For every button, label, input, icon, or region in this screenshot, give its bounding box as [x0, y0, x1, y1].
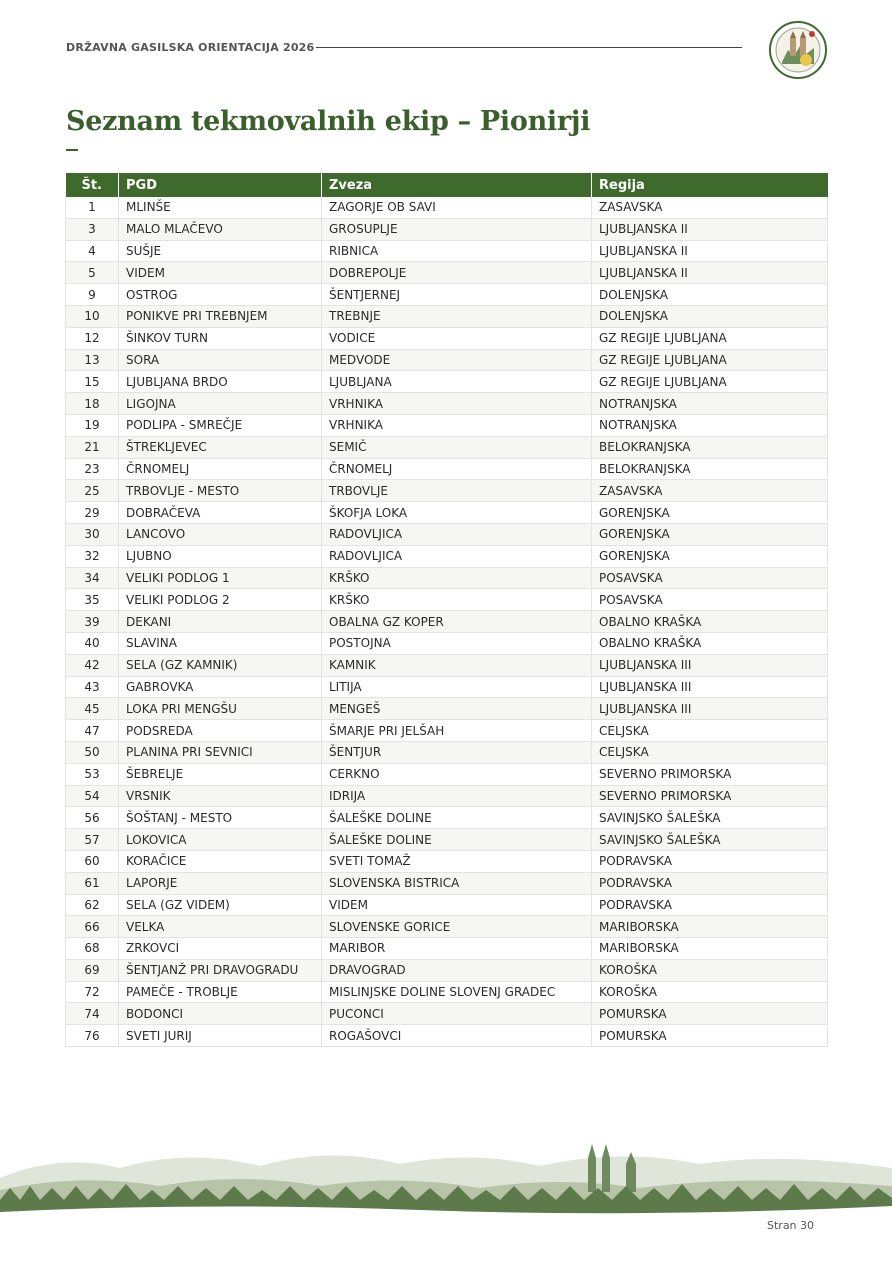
table-row [66, 785, 828, 807]
cell-zveza: VODICE [322, 327, 592, 349]
table-row [66, 327, 828, 349]
cell-zveza: KRŠKO [322, 589, 592, 611]
table-row [66, 502, 828, 524]
cell-pgd: KORAČICE [119, 850, 322, 872]
cell-zveza: VRHNIKA [322, 414, 592, 436]
table-header-row [66, 173, 828, 197]
cell-zveza: MEDVODE [322, 349, 592, 371]
table-row [66, 305, 828, 327]
cell-pgd: ŠEBRELJE [119, 763, 322, 785]
cell-pgd: PODLIPA - SMREČJE [119, 414, 322, 436]
cell-regija: DOLENJSKA [592, 284, 828, 306]
table-row [66, 632, 828, 654]
table-row [66, 981, 828, 1003]
cell-zveza: TRBOVLJE [322, 480, 592, 502]
table-row [66, 807, 828, 829]
cell-number: 66 [66, 916, 119, 938]
cell-regija: SAVINJSKO ŠALEŠKA [592, 829, 828, 851]
cell-regija: PODRAVSKA [592, 850, 828, 872]
table-row [66, 284, 828, 306]
cell-zveza: ŠENTJERNEJ [322, 284, 592, 306]
table-row [66, 894, 828, 916]
cell-number: 4 [66, 240, 119, 262]
table-row [66, 959, 828, 981]
cell-regija: LJUBLJANSKA II [592, 218, 828, 240]
cell-pgd: VELIKI PODLOG 2 [119, 589, 322, 611]
emblem-logo-icon [768, 20, 828, 80]
table-row [66, 240, 828, 262]
cell-regija: GZ REGIJE LJUBLJANA [592, 349, 828, 371]
table-row [66, 676, 828, 698]
header-divider [316, 47, 742, 48]
cell-regija: KOROŠKA [592, 981, 828, 1003]
cell-pgd: ČRNOMELJ [119, 458, 322, 480]
cell-regija: LJUBLJANSKA III [592, 654, 828, 676]
table-row [66, 1025, 828, 1047]
cell-pgd: ŠINKOV TURN [119, 327, 322, 349]
cell-number: 1 [66, 197, 119, 218]
cell-pgd: SELA (GZ VIDEM) [119, 894, 322, 916]
table-row [66, 349, 828, 371]
teams-table [65, 173, 828, 1047]
cell-regija: PODRAVSKA [592, 894, 828, 916]
cell-number: 23 [66, 458, 119, 480]
cell-number: 62 [66, 894, 119, 916]
table-row [66, 654, 828, 676]
cell-zveza: OBALNA GZ KOPER [322, 611, 592, 633]
cell-regija: OBALNO KRAŠKA [592, 632, 828, 654]
cell-zveza: ROGAŠOVCI [322, 1025, 592, 1047]
table-row [66, 480, 828, 502]
cell-number: 19 [66, 414, 119, 436]
cell-zveza: KAMNIK [322, 654, 592, 676]
cell-number: 50 [66, 741, 119, 763]
cell-pgd: VIDEM [119, 262, 322, 284]
cell-number: 43 [66, 676, 119, 698]
cell-number: 18 [66, 393, 119, 415]
cell-pgd: TRBOVLJE - MESTO [119, 480, 322, 502]
cell-pgd: LJUBLJANA BRDO [119, 371, 322, 393]
table-row [66, 545, 828, 567]
cell-pgd: SUŠJE [119, 240, 322, 262]
cell-regija: SEVERNO PRIMORSKA [592, 763, 828, 785]
cell-zveza: RADOVLJICA [322, 523, 592, 545]
cell-number: 74 [66, 1003, 119, 1025]
table-row [66, 611, 828, 633]
cell-number: 39 [66, 611, 119, 633]
table-row [66, 916, 828, 938]
cell-number: 3 [66, 218, 119, 240]
cell-regija: GORENJSKA [592, 502, 828, 524]
table-row [66, 938, 828, 960]
cell-number: 40 [66, 632, 119, 654]
cell-pgd: LOKOVICA [119, 829, 322, 851]
cell-regija: POSAVSKA [592, 589, 828, 611]
cell-number: 12 [66, 327, 119, 349]
table-row [66, 197, 828, 218]
cell-number: 30 [66, 523, 119, 545]
column-header-zveza: Zveza [322, 173, 592, 197]
table-row [66, 262, 828, 284]
cell-regija: CELJSKA [592, 720, 828, 742]
cell-pgd: LAPORJE [119, 872, 322, 894]
cell-number: 56 [66, 807, 119, 829]
cell-regija: OBALNO KRAŠKA [592, 611, 828, 633]
cell-pgd: OSTROG [119, 284, 322, 306]
cell-pgd: BODONCI [119, 1003, 322, 1025]
cell-zveza: SLOVENSKE GORICE [322, 916, 592, 938]
cell-pgd: LIGOJNA [119, 393, 322, 415]
cell-zveza: POSTOJNA [322, 632, 592, 654]
cell-number: 57 [66, 829, 119, 851]
cell-pgd: ŠTREKLJEVEC [119, 436, 322, 458]
cell-number: 54 [66, 785, 119, 807]
cell-pgd: VRSNIK [119, 785, 322, 807]
table-row [66, 218, 828, 240]
cell-number: 15 [66, 371, 119, 393]
cell-regija: NOTRANJSKA [592, 393, 828, 415]
cell-zveza: MISLINJSKE DOLINE SLOVENJ GRADEC [322, 981, 592, 1003]
cell-number: 25 [66, 480, 119, 502]
table-row [66, 371, 828, 393]
cell-pgd: SELA (GZ KAMNIK) [119, 654, 322, 676]
column-header-number: Št. [66, 173, 119, 197]
page-title: Seznam tekmovalnih ekip – Pionirji [66, 106, 591, 137]
cell-zveza: CERKNO [322, 763, 592, 785]
cell-regija: SAVINJSKO ŠALEŠKA [592, 807, 828, 829]
table-row [66, 414, 828, 436]
column-header-regija: Regija [592, 173, 828, 197]
cell-regija: PODRAVSKA [592, 872, 828, 894]
cell-zveza: MARIBOR [322, 938, 592, 960]
cell-pgd: ŠOŠTANJ - MESTO [119, 807, 322, 829]
table-row [66, 589, 828, 611]
cell-pgd: ZRKOVCI [119, 938, 322, 960]
cell-number: 61 [66, 872, 119, 894]
table-row [66, 1003, 828, 1025]
cell-zveza: RIBNICA [322, 240, 592, 262]
table-row [66, 567, 828, 589]
cell-pgd: ŠENTJANŽ PRI DRAVOGRADU [119, 959, 322, 981]
cell-zveza: VRHNIKA [322, 393, 592, 415]
cell-regija: SEVERNO PRIMORSKA [592, 785, 828, 807]
column-header-pgd: PGD [119, 173, 322, 197]
cell-pgd: SORA [119, 349, 322, 371]
cell-zveza: SVETI TOMAŽ [322, 850, 592, 872]
cell-regija: GZ REGIJE LJUBLJANA [592, 327, 828, 349]
cell-zveza: SLOVENSKA BISTRICA [322, 872, 592, 894]
cell-regija: POSAVSKA [592, 567, 828, 589]
cell-pgd: MALO MLAČEVO [119, 218, 322, 240]
cell-zveza: VIDEM [322, 894, 592, 916]
cell-pgd: DOBRAČEVA [119, 502, 322, 524]
cell-zveza: PUCONCI [322, 1003, 592, 1025]
title-underline-dash [66, 149, 78, 151]
cell-regija: ZASAVSKA [592, 197, 828, 218]
cell-number: 35 [66, 589, 119, 611]
cell-number: 42 [66, 654, 119, 676]
page-number: Stran 30 [767, 1219, 815, 1232]
cell-zveza: ČRNOMELJ [322, 458, 592, 480]
cell-pgd: LJUBNO [119, 545, 322, 567]
cell-pgd: GABROVKA [119, 676, 322, 698]
cell-zveza: IDRIJA [322, 785, 592, 807]
cell-pgd: PAMEČE - TROBLJE [119, 981, 322, 1003]
cell-number: 60 [66, 850, 119, 872]
cell-regija: GORENJSKA [592, 523, 828, 545]
cell-pgd: PLANINA PRI SEVNICI [119, 741, 322, 763]
table-body [66, 197, 828, 1047]
cell-regija: LJUBLJANSKA II [592, 262, 828, 284]
cell-pgd: VELKA [119, 916, 322, 938]
cell-pgd: LOKA PRI MENGŠU [119, 698, 322, 720]
cell-regija: ZASAVSKA [592, 480, 828, 502]
cell-number: 47 [66, 720, 119, 742]
table-row [66, 458, 828, 480]
cell-regija: NOTRANJSKA [592, 414, 828, 436]
cell-zveza: TREBNJE [322, 305, 592, 327]
cell-regija: DOLENJSKA [592, 305, 828, 327]
cell-zveza: KRŠKO [322, 567, 592, 589]
cell-regija: MARIBORSKA [592, 916, 828, 938]
cell-pgd: PODSREDA [119, 720, 322, 742]
cell-regija: POMURSKA [592, 1025, 828, 1047]
table-row [66, 829, 828, 851]
header-title: DRŽAVNA GASILSKA ORIENTACIJA 2026 [66, 41, 315, 54]
cell-pgd: SLAVINA [119, 632, 322, 654]
cell-number: 76 [66, 1025, 119, 1047]
cell-zveza: ŠALEŠKE DOLINE [322, 807, 592, 829]
cell-number: 34 [66, 567, 119, 589]
cell-zveza: LITIJA [322, 676, 592, 698]
table-row [66, 872, 828, 894]
cell-regija: BELOKRANJSKA [592, 436, 828, 458]
cell-zveza: LJUBLJANA [322, 371, 592, 393]
cell-pgd: PONIKVE PRI TREBNJEM [119, 305, 322, 327]
table-row [66, 741, 828, 763]
landscape-illustration [0, 1128, 892, 1228]
cell-number: 10 [66, 305, 119, 327]
cell-pgd: DEKANI [119, 611, 322, 633]
cell-regija: LJUBLJANSKA III [592, 676, 828, 698]
cell-number: 68 [66, 938, 119, 960]
table-row [66, 698, 828, 720]
cell-number: 9 [66, 284, 119, 306]
cell-pgd: MLINŠE [119, 197, 322, 218]
cell-number: 45 [66, 698, 119, 720]
cell-regija: GORENJSKA [592, 545, 828, 567]
cell-zveza: GROSUPLJE [322, 218, 592, 240]
table-row [66, 393, 828, 415]
cell-regija: KOROŠKA [592, 959, 828, 981]
cell-pgd: SVETI JURIJ [119, 1025, 322, 1047]
cell-number: 29 [66, 502, 119, 524]
cell-number: 21 [66, 436, 119, 458]
cell-number: 13 [66, 349, 119, 371]
cell-zveza: SEMIČ [322, 436, 592, 458]
cell-zveza: ŠKOFJA LOKA [322, 502, 592, 524]
cell-number: 69 [66, 959, 119, 981]
cell-zveza: DRAVOGRAD [322, 959, 592, 981]
cell-zveza: ŠENTJUR [322, 741, 592, 763]
cell-zveza: ŠALEŠKE DOLINE [322, 829, 592, 851]
cell-regija: BELOKRANJSKA [592, 458, 828, 480]
cell-number: 53 [66, 763, 119, 785]
cell-number: 72 [66, 981, 119, 1003]
table-row [66, 763, 828, 785]
cell-regija: LJUBLJANSKA II [592, 240, 828, 262]
cell-zveza: DOBREPOLJE [322, 262, 592, 284]
cell-regija: CELJSKA [592, 741, 828, 763]
cell-number: 32 [66, 545, 119, 567]
cell-regija: MARIBORSKA [592, 938, 828, 960]
cell-pgd: LANCOVO [119, 523, 322, 545]
cell-number: 5 [66, 262, 119, 284]
cell-regija: GZ REGIJE LJUBLJANA [592, 371, 828, 393]
cell-zveza: RADOVLJICA [322, 545, 592, 567]
cell-regija: POMURSKA [592, 1003, 828, 1025]
cell-zveza: ŠMARJE PRI JELŠAH [322, 720, 592, 742]
cell-regija: LJUBLJANSKA III [592, 698, 828, 720]
table-row [66, 850, 828, 872]
cell-zveza: ZAGORJE OB SAVI [322, 197, 592, 218]
cell-zveza: MENGEŠ [322, 698, 592, 720]
table-row [66, 720, 828, 742]
table-row [66, 523, 828, 545]
cell-pgd: VELIKI PODLOG 1 [119, 567, 322, 589]
table-row [66, 436, 828, 458]
